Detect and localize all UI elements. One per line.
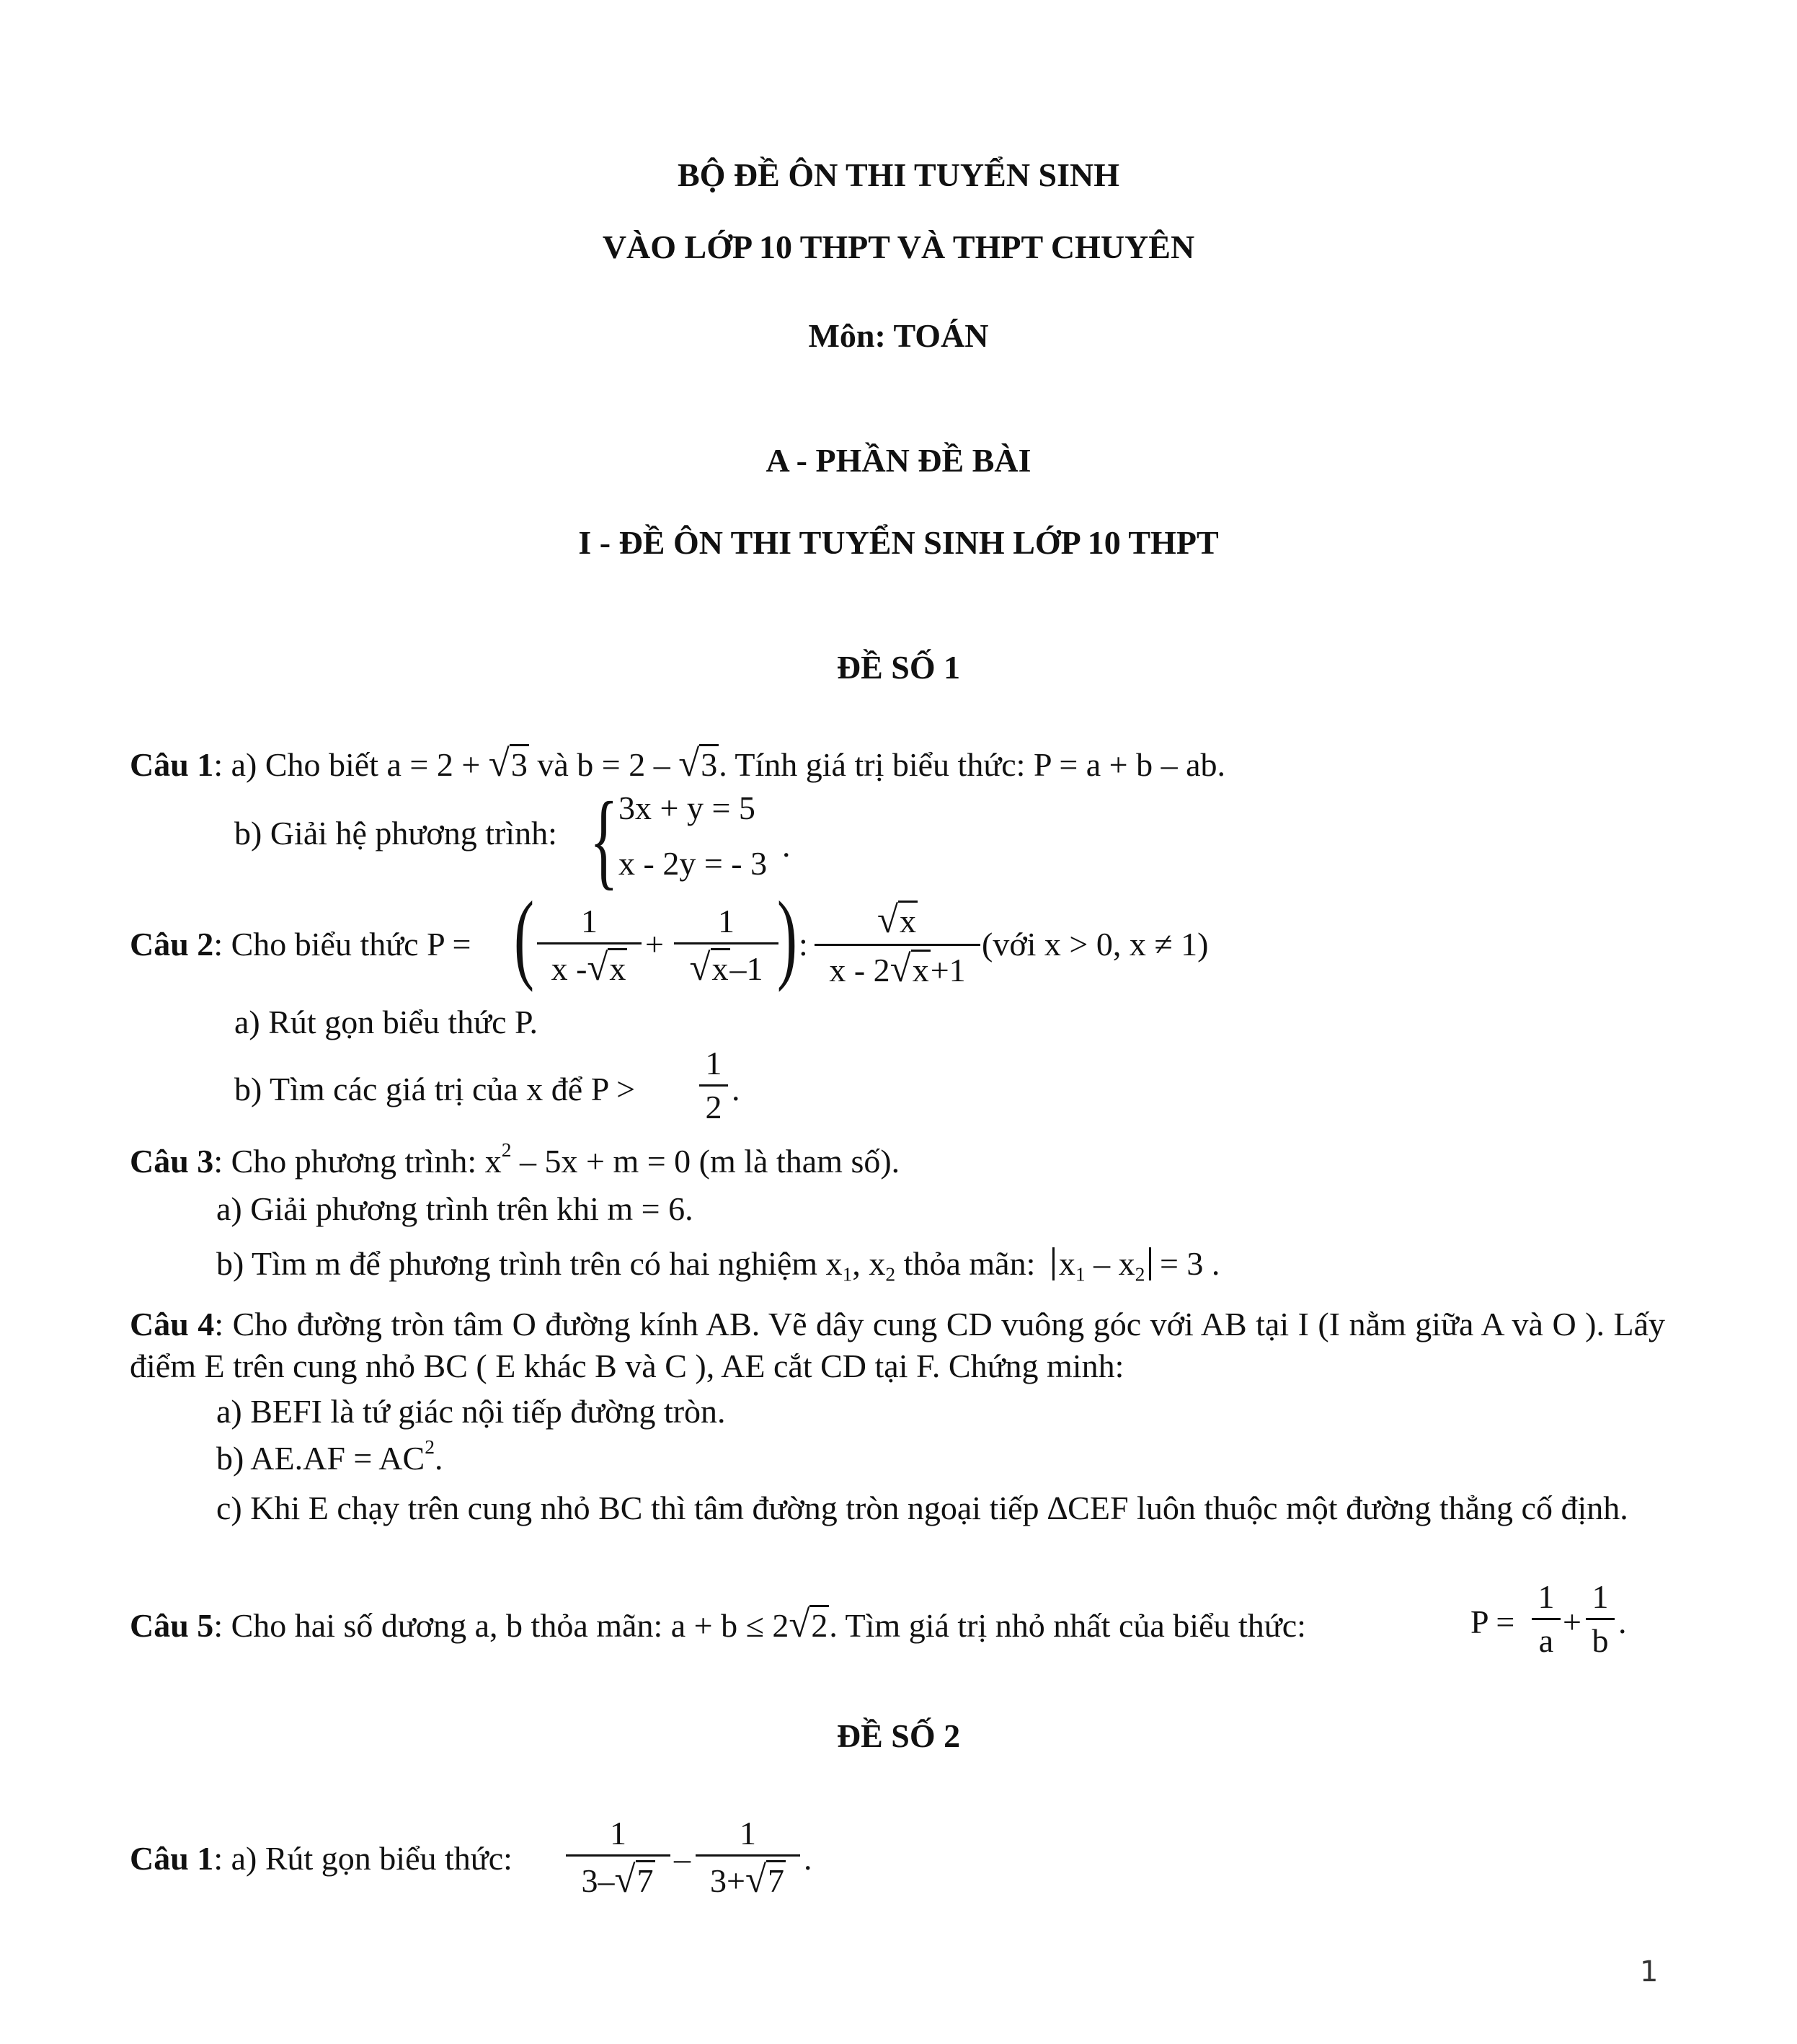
de1-cau3-intro: Câu 3: Cho phương trình: $x^2 - 5x + m = 0$ (m là tham số).	[130, 1138, 900, 1180]
de1-cau2-intro	[130, 928, 471, 961]
de2-title: ĐỀ SỐ 2	[836, 1717, 961, 1754]
condition: (với x > 0, x ≠ 1)	[982, 926, 1209, 963]
punct: .	[804, 1840, 812, 1877]
fraction-1-over-a: 1 a	[1532, 1580, 1561, 1658]
p-equals: P =	[1470, 1603, 1515, 1640]
op-plus: +	[1563, 1603, 1581, 1640]
fraction-1-over-b: 1 b	[1586, 1580, 1615, 1658]
text: : Cho đường tròn tâm O đường kính AB. Vẽ dây cung CD vuông góc với AB tại I (I nằm giữa A và O ). Lấy điểm E trên cung nhỏ BC ( E khác B và C ), AE cắt CD tại F. Chứng minh:	[130, 1306, 1665, 1384]
de1-cau4-c: c) Khi E chạy trên cung nhỏ BC thì tâm đường tròn ngoại tiếp ∆CEF luôn thuộc một đường thẳng cố định.	[216, 1490, 1628, 1526]
sqrt-3: √3	[488, 743, 528, 784]
system-eq2: x - 2y = - 3	[618, 845, 768, 882]
de1-cau1-line-a	[130, 745, 1225, 783]
text: : Cho biểu thức P =	[213, 926, 471, 963]
text: . Tính giá trị biểu thức: P = a + b – ab.	[719, 746, 1226, 783]
text: b) Tìm m để phương trình trên có hai nghiệm x	[216, 1245, 843, 1282]
question-label: Câu 5	[130, 1607, 214, 1644]
de1-cau4-a: a) BEFI là tứ giác nội tiếp đường tròn.	[216, 1393, 726, 1430]
text: và b = 2 –	[537, 746, 670, 783]
doc-title-line1: BỘ ĐỀ ÔN THI TUYỂN SINH	[677, 156, 1120, 193]
punct: .	[782, 827, 791, 864]
text: b) AE.AF = AC	[216, 1440, 425, 1477]
question-label: Câu 2	[130, 926, 214, 963]
question-label: Câu 4	[130, 1306, 215, 1342]
question-label: Câu 1	[130, 746, 214, 783]
sqrt-2: √2	[789, 1603, 828, 1645]
de1-cau5	[130, 1603, 1306, 1645]
system-brace: {	[590, 780, 618, 900]
de1-cau4-b: b) $AE.AF = AC^2$.	[216, 1435, 443, 1477]
question-label: Câu 3	[130, 1143, 214, 1180]
question-label: Câu 1	[130, 1840, 214, 1877]
de1-cau3-a: a) Giải phương trình trên khi m = 6.	[216, 1190, 693, 1227]
punct: .	[1618, 1603, 1627, 1640]
fraction-half: 1 2	[699, 1047, 728, 1124]
op-colon: :	[799, 926, 808, 963]
text: : Cho hai số dương a, b thỏa mãn: a + b ≤ 2	[213, 1607, 789, 1644]
section-i-heading: I - ĐỀ ÔN THI TUYỂN SINH LỚP 10 THPT	[578, 524, 1219, 561]
text: – 5x + m = 0 (m là tham số).	[511, 1143, 900, 1180]
right-paren: )	[777, 881, 797, 993]
text: = 3 .	[1159, 1245, 1220, 1282]
text: : a) Cho biết a = 2 +	[213, 746, 481, 783]
de1-cau2-b: b) Tìm các giá trị của x để P >	[234, 1071, 636, 1107]
de1-cau2-a: a) Rút gọn biểu thức P.	[234, 1004, 538, 1040]
text: .	[435, 1440, 443, 1477]
text: . Tìm giá trị nhỏ nhất của biểu thức:	[829, 1607, 1306, 1644]
sqrt-3: √3	[678, 743, 718, 784]
de2-cau1	[130, 1842, 513, 1875]
text: thỏa mãn:	[895, 1245, 1036, 1282]
text: , x	[852, 1245, 886, 1282]
page-number: 1	[1640, 1955, 1659, 1988]
fraction-1: 1 x -√x	[537, 905, 642, 987]
section-a-heading: A - PHẦN ĐỀ BÀI	[766, 442, 1031, 479]
punct: .	[732, 1071, 740, 1107]
absolute-value: $x_1 - x_2$	[1052, 1247, 1152, 1280]
doc-title-line2: VÀO LỚP 10 THPT VÀ THPT CHUYÊN	[602, 229, 1195, 265]
de1-cau4-intro	[130, 1304, 1665, 1387]
doc-subject: Môn: TOÁN	[808, 317, 989, 354]
de1-cau3-b: b) Tìm m để phương trình trên có hai nghiệm $x_1$, $x_2$ thỏa mãn: $x_1 - x_2 = 3$ .	[216, 1245, 1220, 1286]
system-eq1: 3x + y = 5	[618, 789, 755, 826]
left-paren: (	[514, 881, 534, 993]
fraction-3: √x x - 2√x+1	[815, 901, 980, 988]
fraction-2: 1 √x–1	[674, 905, 778, 987]
op-plus: +	[645, 926, 664, 963]
op-minus: –	[674, 1840, 691, 1877]
text: : a) Rút gọn biểu thức:	[213, 1840, 513, 1877]
de1-title: ĐỀ SỐ 1	[836, 649, 961, 686]
fraction-3-plus-sqrt7: 1 3+√7	[696, 1817, 800, 1899]
fraction-3-minus-sqrt7: 1 3–√7	[566, 1817, 670, 1899]
text: : Cho phương trình: x	[213, 1143, 502, 1180]
de1-cau1-line-b: b) Giải hệ phương trình:	[234, 815, 557, 851]
